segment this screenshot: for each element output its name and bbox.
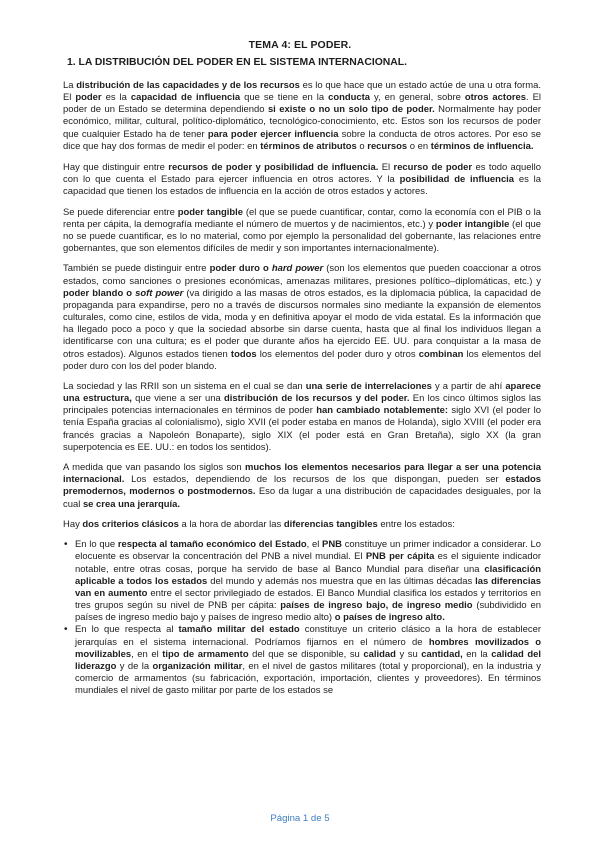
page-number: Página 1 de 5 — [270, 813, 330, 824]
paragraph-criteria: Hay dos criterios clásicos a la hora de abordar las diferencias tangibles entre los estados: — [63, 518, 455, 530]
paragraph-hierarchy: A medida que van pasando los siglos son muchos los elementos necesarios para llegar a ser una potencia internacional. Los estados, dependiendo de los recursos de los que dispongan, pueden ser estados premodernos, modernos o postmodernos. Eso da lugar a una distribución de capacidades desiguales, por la cual se crea una jerarquía. — [63, 462, 541, 510]
paragraph-resources-influence: Hay que distinguir entre recursos de poder y posibilidad de influencia. El recurso de poder es todo aquello con lo que cuenta el Estado para ejercer influencia en otros actores. Y la posibilidad de influencia es la capacidad que tienen los estados de influencia en la acción de otros estados y actores. — [63, 161, 541, 198]
list-item-military-size: • En lo que respecta al tamaño militar del estado constituye un criterio clásico a la hora de establecer jerarquías en el sistema internacional. Podríamos fijarnos en el número de hombres movilizados o movilizables, en el tipo de armamento del que se disponible, su calidad y su cantidad, en la calidad del liderazgo y de la organización militar, en el nivel de gastos militares (total y proporcional), en la industria y comercio de armamentos (su fabricación, exportación, importación, clientes y proveedores). En términos mundiales el nivel de gasto militar por parte de los estados se — [64, 624, 542, 697]
list-item-economic-size: • En lo que respecta al tamaño económico del Estado, el PNB constituye un primer indicador a considerar. Lo elocuente es observar la concentración del PNB a nivel mundial. El PNB per cápita es el siguiente indicador notable, entre otras cosas, porque ha servido de base al Banco Mundial para diseñar una clasificación aplicable a todos los estados del mundo y además nos muestra que en las últimas décadas las diferencias van en aumento entre el sector privilegiado de estados. El Banco Mundial clasifica los estados y territorios en tres grupos según su nivel de PNB per cápita: países de ingreso bajo, de ingreso medio (subdividido en países de ingreso medio bajo y países de ingreso medio alto) o países de ingreso alto. — [64, 539, 542, 624]
bullet-icon: • — [64, 539, 68, 551]
bullet-icon: • — [64, 624, 68, 636]
paragraph-tangible-power: Se puede diferenciar entre poder tangible (el que se puede cuantificar, contar, como la economía con el PIB o la renta per cápita, la demografía mediante el número de muertos y de nacimientos, etc.) y poder intangible (el que no se puede cuantificar, es lo no material, como por ejemplo la personalidad del gobernante, las relaciones entre gobernantes, que son elementos difíciles de medir y son importantes internacionalmente). — [63, 206, 541, 255]
document-title: TEMA 4: EL PODER. — [248, 39, 352, 51]
paragraph-hard-soft-power: También se puede distinguir entre poder duro o hard power (son los elementos que pueden coaccionar a otros estados, como sanciones o presiones económicas, amenazas militares, presiones político–diplomáticas, etc.) y poder blando o soft power (va dirigido a las masas de otros estados, es la diplomacia pública, la capacidad de propaganda para expandirse, pero no a través de discursos normales sino mediante la expansión de elementos culturales, como cine, estilos de vida, moda y en definitiva apoyar el modo de vida estatal. Es la información que ha llegado poco a poco y que la sociedad absorbe sin darse cuenta, hasta que al final los individuos llegan a identificarse con una cultura; es el poder que durante años ha ejercido EE. UU. para conquistar a la masa de otros estados). Algunos estados tienen todos los elementos del poder duro y otros combinan los elementos del poder duro con los del poder blando. — [63, 263, 542, 372]
paragraph-system-structure: La sociedad y las RRII son un sistema en el cual se dan una serie de interrelaciones y a partir de ahí aparece una estructura, que viene a ser una distribución de los recursos y del poder. En los cinco últimos siglos las principales potencias internacionales en términos de poder han cambiado notablemente: siglo XVI (el poder lo tenía España gracias al colonialismo), siglo XVII (el poder estaba en manos de Holanda), siglo XVIII (el poder era francés gracias a Napoleón Bonaparte), siglo XIX (el poder está en Gran Bretaña), siglo XX (la gran superpotencia es EE. UU.: en todos los sentidos). — [63, 381, 542, 453]
section-heading: 1. LA DISTRIBUCIÓN DEL PODER EN EL SISTEMA INTERNACIONAL. — [67, 57, 408, 68]
criteria-list — [63, 539, 541, 697]
document-body — [63, 80, 541, 697]
paragraph-capabilities: La distribución de las capacidades y de los recursos es lo que hace que un estado actúe de una u otra forma. El poder es la capacidad de influencia que se tiene en la conducta y, en general, sobre otros actores. El poder de un Estado se determina dependiendo si existe o no un solo tipo de poder. Normalmente hay poder económico, militar, cultural, político-diplomático, tecnológico-conocimiento, etc. Estos son los recursos de poder que cualquier Estado ha de tener para poder ejercer influencia sobre la conducta de otros actores. Por eso se dice que hay dos formas de medir el poder: en términos de atributos o recursos o en términos de influencia. — [63, 80, 542, 152]
